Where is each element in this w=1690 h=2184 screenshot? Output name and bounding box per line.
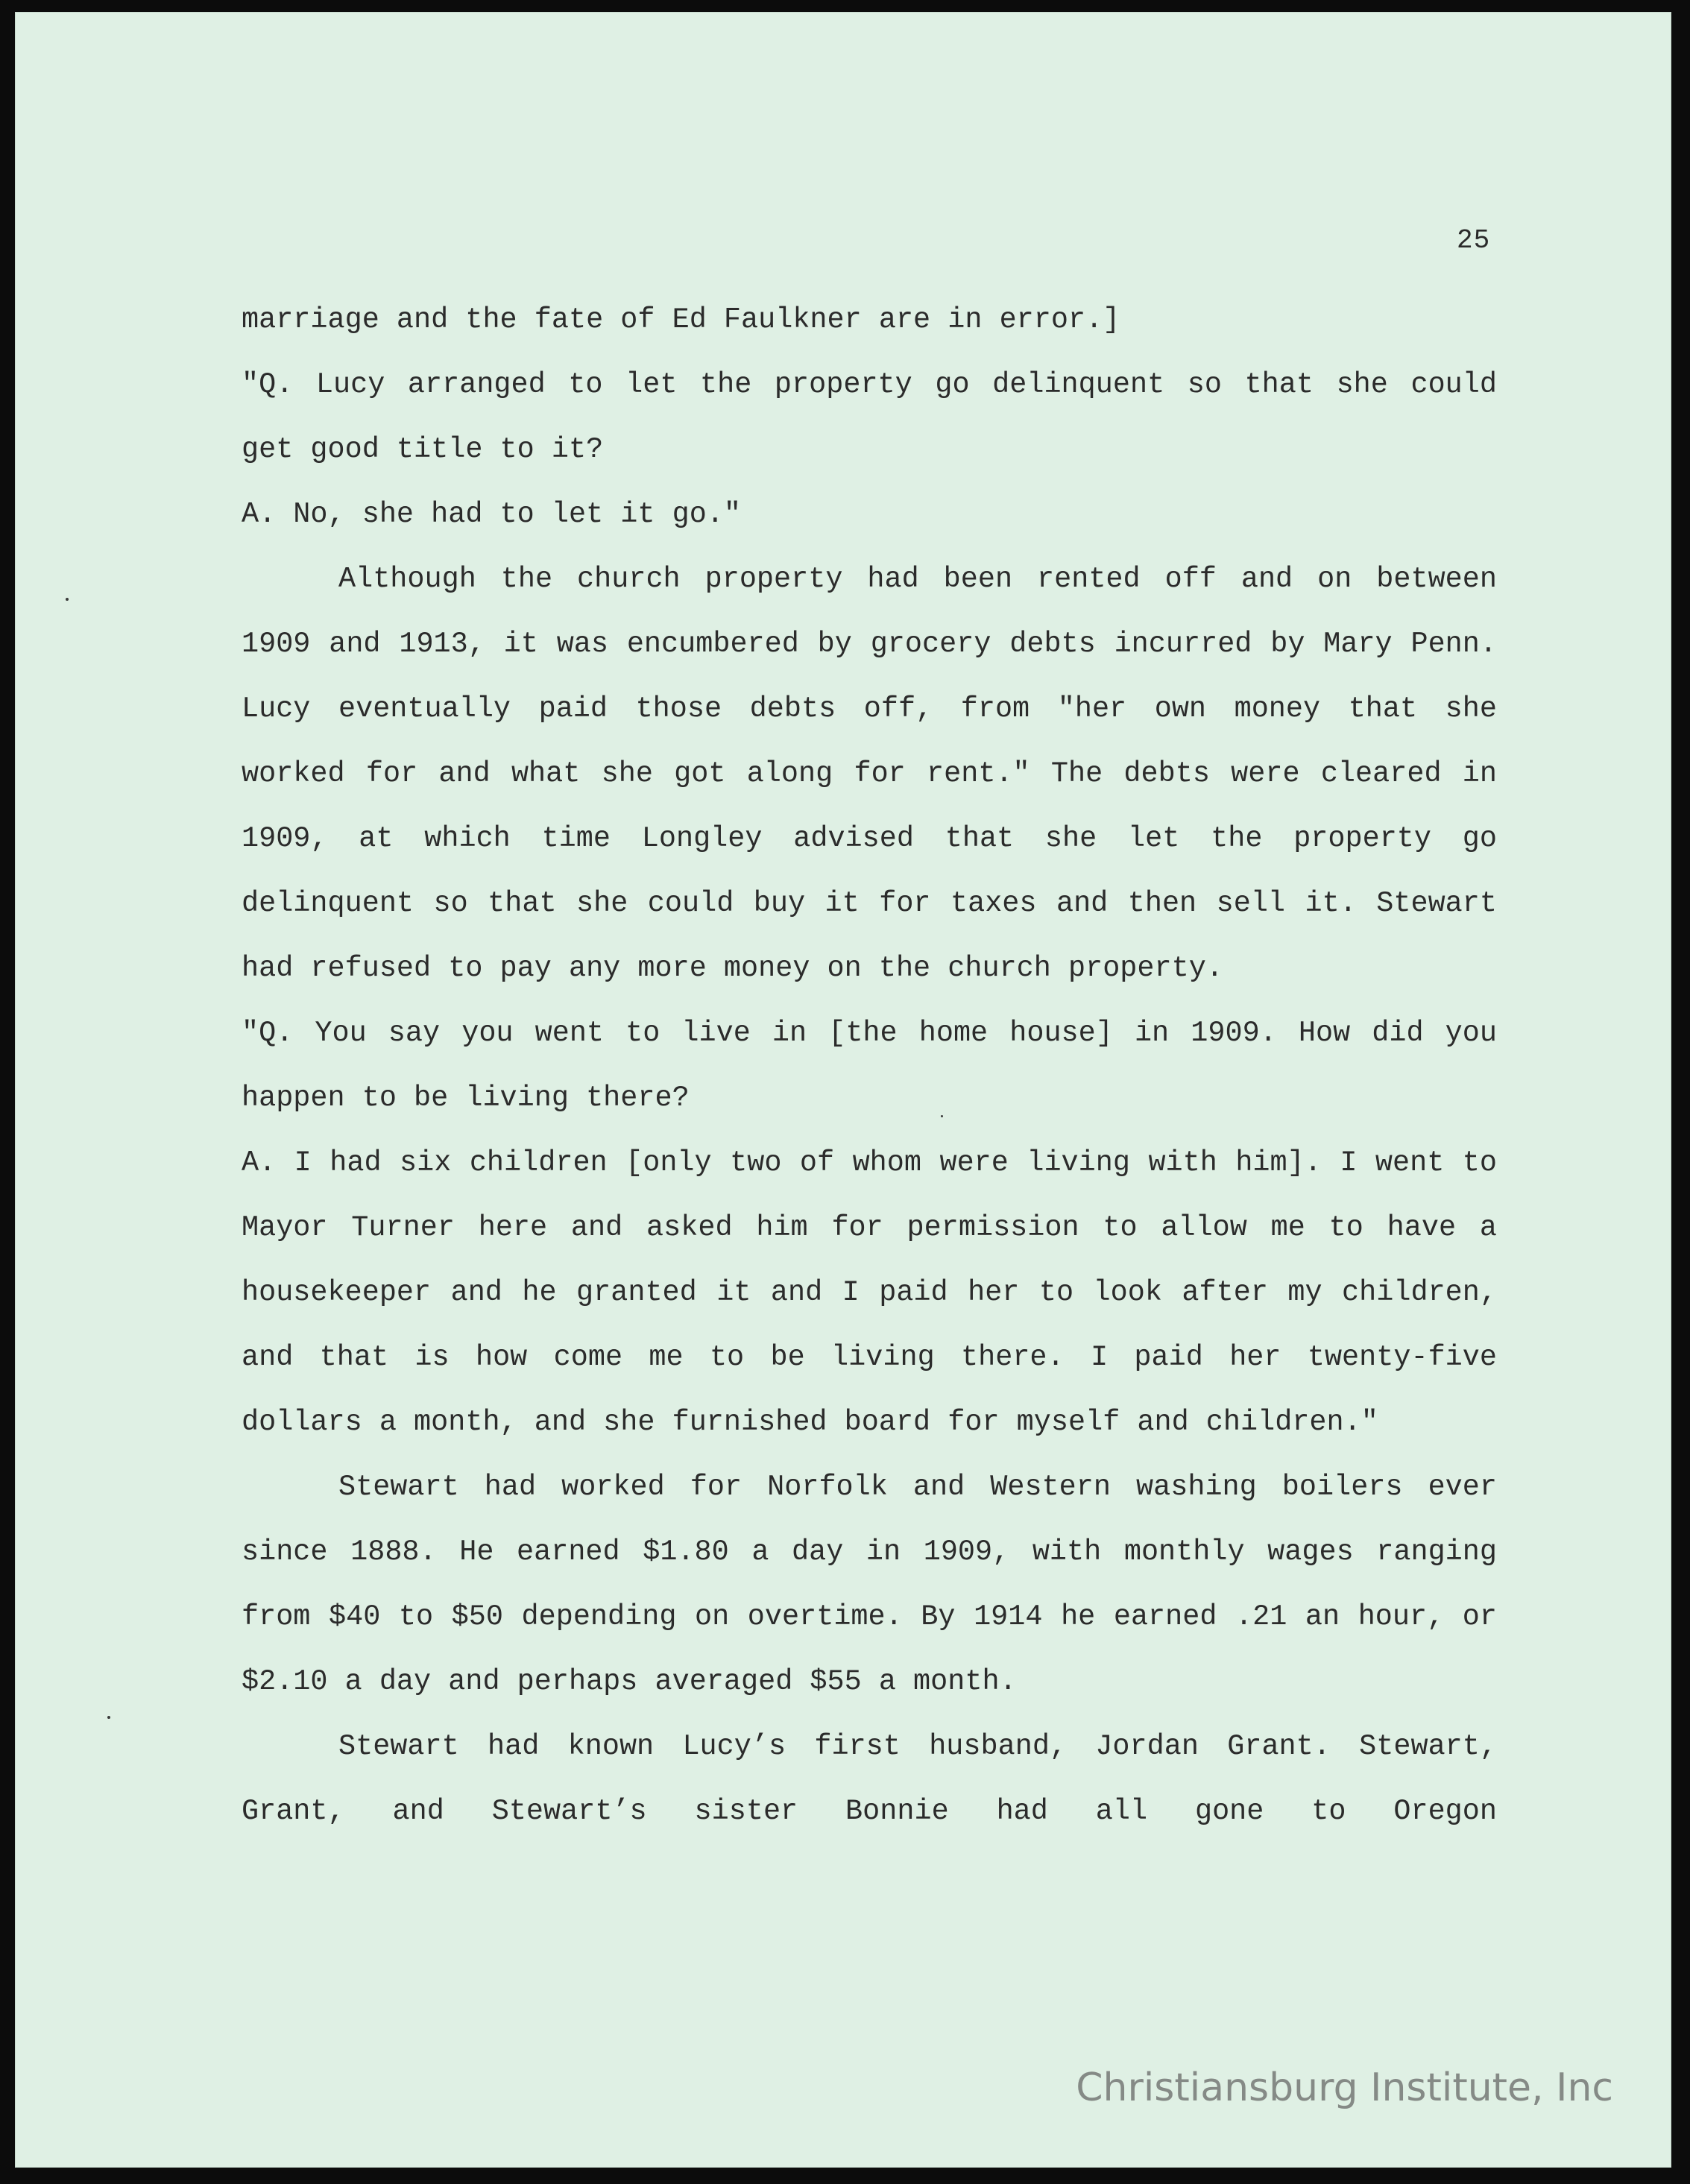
paragraph-church-property: Although the church property had been rented off and on between 1909 and 1913, it was encumbered by grocery debts incurred by Mary Penn. Lucy eventually paid those debts off, from "her own money that she worked for and what she got along for rent." The debts were cleared in 1909, at which time Longley advised that she let the property go delinquent so that she could buy it for taxes and then sell it. Stewart had refused to pay any more money on the church property. (242, 563, 1497, 985)
testimony-answer: A. I had six children [only two of whom were living with him]. I went to Mayor Turner here and asked him for permission to allow me to have a housekeeper and he granted it and I paid her to look after my children, and that is how come me to be living there. I paid her twenty-five dollars a month, and she furnished board for myself and children." (242, 1146, 1497, 1439)
paragraph-wages: Stewart had worked for Norfolk and Western washing boilers ever since 1888. He earned $1.80 a day in 1909, with monthly wages ranging from $40 to $50 depending on overtime. By 1914 he earned .21 an hour, or $2.10 a day and perhaps averaged $55 a month. (242, 1471, 1497, 1698)
dust-speck (941, 1115, 943, 1117)
watermark-text: Christiansburg Institute, Inc (1076, 2065, 1613, 2110)
body-text (242, 288, 1497, 1844)
dust-speck (107, 1716, 110, 1719)
page-number: 25 (1457, 225, 1491, 256)
testimony-question: "Q. Lucy arranged to let the property go delinquent so that she could get good title to it? (242, 368, 1497, 466)
dust-speck (66, 598, 69, 601)
testimony-question: "Q. You say you went to live in [the home house] in 1909. How did you happen to be living there? (242, 1017, 1497, 1114)
testimony-answer: A. No, she had to let it go." (242, 498, 742, 531)
paragraph-continuation: marriage and the fate of Ed Faulkner are in error.] (242, 303, 1120, 336)
document-page (15, 12, 1671, 2168)
paragraph-jordan-grant: Stewart had known Lucy’s first husband, Jordan Grant. Stewart, Grant, and Stewart’s sister Bonnie had all gone to Oregon (242, 1730, 1497, 1828)
